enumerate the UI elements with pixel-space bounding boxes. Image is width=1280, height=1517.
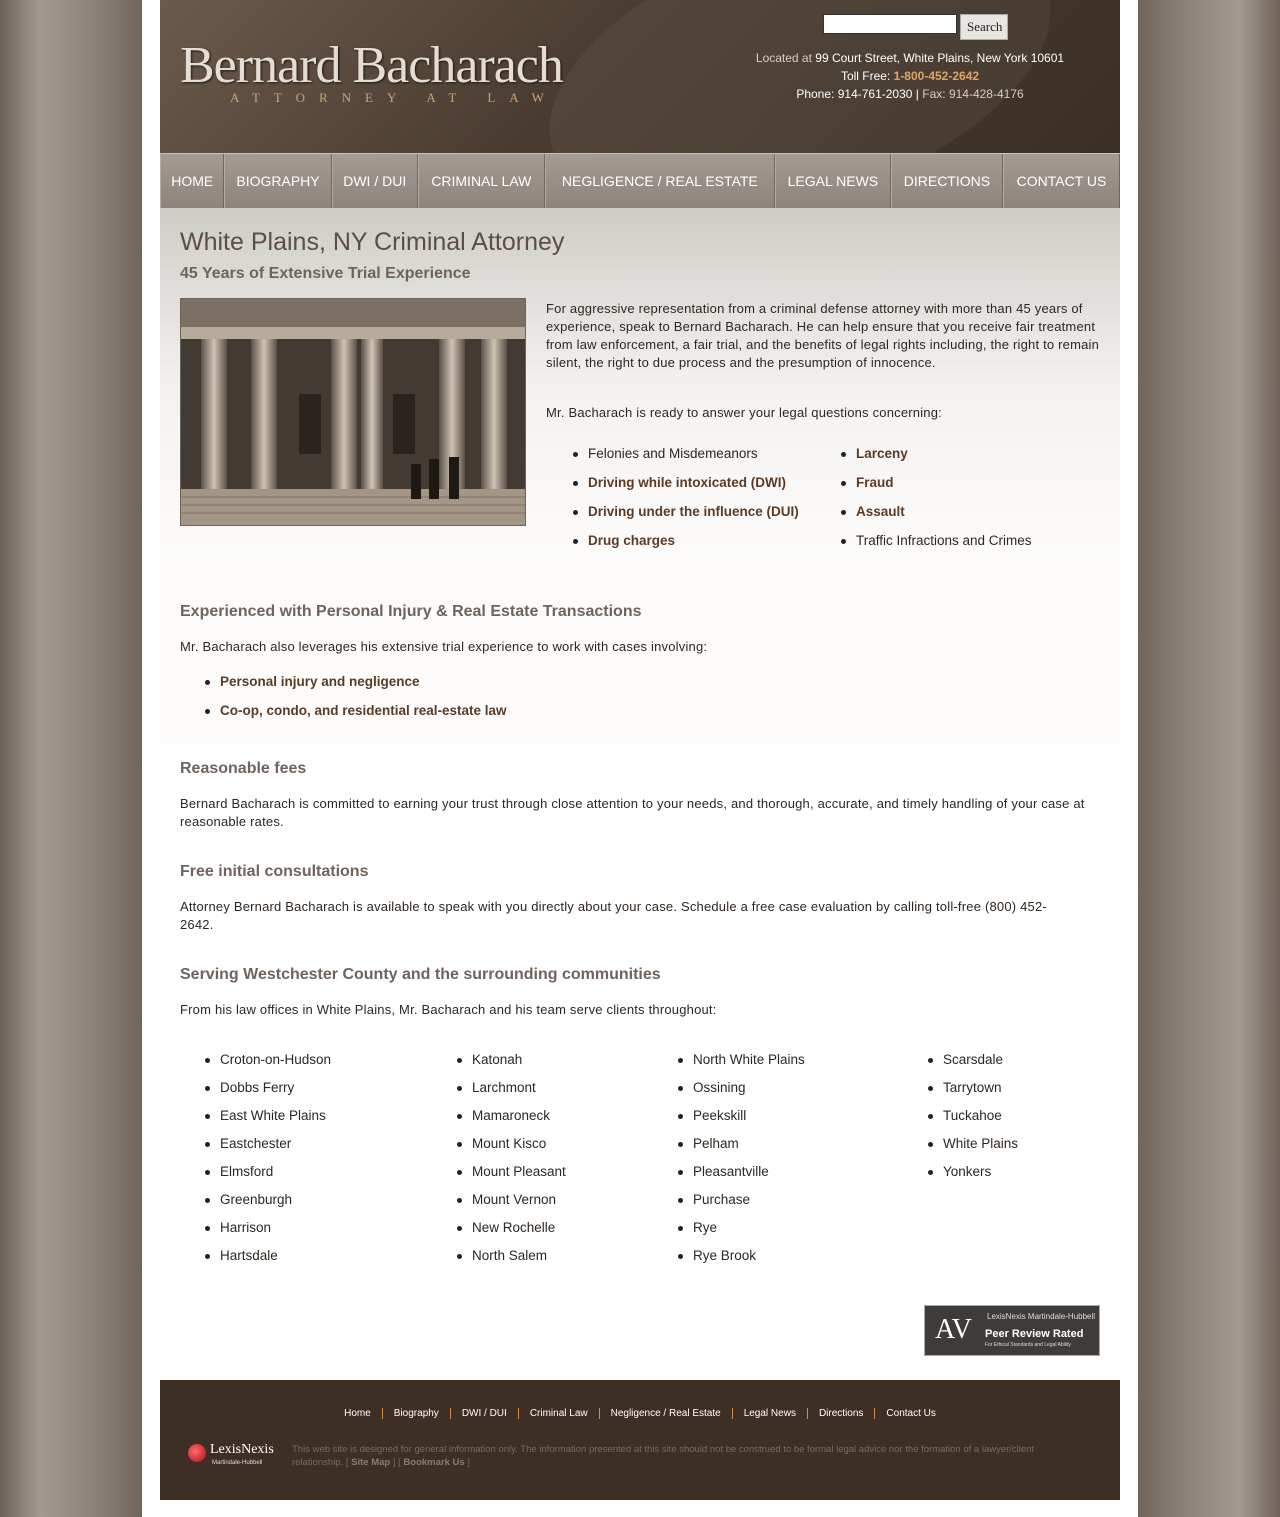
fax-number: 914-428-4176 (948, 87, 1024, 101)
nav-biography[interactable]: BIOGRAPHY (224, 154, 331, 208)
list-item: Felonies and Misdemeanors (588, 446, 838, 475)
footer-link-legal-news[interactable]: Legal News (732, 1408, 807, 1419)
footer-link-home[interactable]: Home (344, 1408, 371, 1419)
page-subtitle: 45 Years of Extensive Trial Experience (180, 265, 471, 282)
location-label: Located at (755, 51, 812, 65)
list-item[interactable]: Driving while intoxicated (DWI) (588, 475, 838, 504)
list-item: Croton-on-Hudson (220, 1052, 440, 1080)
page-title: White Plains, NY Criminal Attorney (180, 228, 565, 256)
nav-directions[interactable]: DIRECTIONS (891, 154, 1003, 208)
badge-line1: LexisNexis Martindale-Hubbell (987, 1312, 1096, 1321)
search-form (823, 14, 1008, 40)
footer (160, 1380, 1120, 1500)
list-item: Larchmont (472, 1080, 672, 1108)
list-item: Mount Kisco (472, 1136, 672, 1164)
list-item: Mount Pleasant (472, 1164, 672, 1192)
pi-intro: Mr. Bacharach also leverages his extensive trial experience to work with cases involving: (180, 639, 708, 654)
disclaimer-text: This web site is designed for general information only. The information presented at this site should not be construed to be formal legal advice nor the formation of a lawyer/client relationship. (292, 1444, 1035, 1468)
consult-text: Attorney Bernard Bacharach is available to speak with you directly about your case. Schedule a free case evaluation by calling toll-free (800) 452-2642. (180, 899, 1047, 932)
charges-list-2 (856, 446, 1096, 562)
serving-text: From his law offices in White Plains, Mr. Bacharach and his team serve clients throughout: (180, 1002, 717, 1017)
list-item[interactable]: Drug charges (588, 533, 838, 562)
list-item: Tarrytown (943, 1080, 1093, 1108)
questions-intro: Mr. Bacharach is ready to answer your legal questions concerning: (546, 405, 942, 420)
phone-number: 914-761-2030 (837, 87, 913, 101)
fees-heading: Reasonable fees (180, 760, 307, 777)
badge-av: AV (935, 1314, 972, 1345)
main-nav (160, 153, 1120, 208)
list-item: Traffic Infractions and Crimes (856, 533, 1096, 562)
location-value: 99 Court Street, White Plains, New York 10601 (815, 51, 1065, 65)
lexisnexis-icon (188, 1444, 206, 1462)
footer-link-biography[interactable]: Biography (382, 1408, 450, 1419)
list-item[interactable]: Personal injury and negligence (220, 674, 720, 703)
list-item: East White Plains (220, 1108, 440, 1136)
lexisnexis-sub: Martindale-Hubbell (212, 1460, 263, 1466)
list-item: Katonah (472, 1052, 672, 1080)
charges-list-1 (588, 446, 838, 562)
nav-dwi-dui[interactable]: DWI / DUI (332, 154, 418, 208)
list-item: New Rochelle (472, 1220, 672, 1248)
list-item: Harrison (220, 1220, 440, 1248)
list-item: Pelham (693, 1136, 913, 1164)
nav-contact-us[interactable]: CONTACT US (1003, 154, 1120, 208)
footer-nav (160, 1408, 1120, 1419)
list-item: Ossining (693, 1080, 913, 1108)
footer-link-directions[interactable]: Directions (807, 1408, 874, 1419)
header (160, 0, 1120, 153)
list-item: Elmsford (220, 1164, 440, 1192)
nav-home[interactable]: HOME (160, 154, 224, 208)
footer-link-negligence-real-estate[interactable]: Negligence / Real Estate (599, 1408, 732, 1419)
search-button[interactable]: Search (960, 14, 1008, 40)
list-item: Hartsdale (220, 1248, 440, 1276)
disclaimer: This web site is designed for general information only. The information presented at this site should not be construed to be formal legal advice nor the formation of a lawyer/client relationship. [ Site Map ] [ Bookmark Us ] (292, 1444, 1035, 1468)
list-item: Greenburgh (220, 1192, 440, 1220)
phone-label: Phone: (796, 87, 835, 101)
courthouse-photo (180, 298, 526, 526)
list-item: Eastchester (220, 1136, 440, 1164)
logo-subtitle: ATTORNEY AT LAW (230, 90, 558, 105)
list-item[interactable]: Assault (856, 504, 1096, 533)
fax-label: Fax: (922, 87, 946, 101)
consult-heading: Free initial consultations (180, 863, 369, 880)
badge-line3: For Ethical Standards and Legal Ability (985, 1342, 1071, 1348)
footer-link-dwi-dui[interactable]: DWI / DUI (450, 1408, 518, 1419)
towns-column-3 (693, 1052, 913, 1276)
footer-link-criminal-law[interactable]: Criminal Law (518, 1408, 599, 1419)
site-wrapper (160, 0, 1120, 1500)
list-item[interactable]: Driving under the influence (DUI) (588, 504, 838, 533)
nav-criminal-law[interactable]: CRIMINAL LAW (418, 154, 545, 208)
nav-negligence-real-estate[interactable]: NEGLIGENCE / REAL ESTATE (545, 154, 775, 208)
list-item: White Plains (943, 1136, 1093, 1164)
main-content (160, 208, 1120, 1380)
towns-column-2 (472, 1052, 672, 1276)
nav-legal-news[interactable]: LEGAL NEWS (775, 154, 891, 208)
av-peer-review-badge[interactable] (924, 1305, 1100, 1356)
logo-name[interactable]: Bernard Bacharach (180, 37, 563, 94)
sitemap-link[interactable]: Site Map (351, 1457, 391, 1468)
list-item: Mount Vernon (472, 1192, 672, 1220)
pi-list (220, 674, 720, 732)
towns-column-4 (943, 1052, 1093, 1192)
tollfree-number: 1-800-452-2642 (893, 69, 980, 83)
list-item[interactable]: Co-op, condo, and residential real-estate law (220, 703, 720, 732)
list-item: North White Plains (693, 1052, 913, 1080)
list-item[interactable]: Fraud (856, 475, 1096, 504)
search-input[interactable] (823, 14, 957, 34)
list-item: Peekskill (693, 1108, 913, 1136)
contact-info: Located at 99 Court Street, White Plains, New York 10601 Toll Free: 1-800-452-2642 Phone: 914-761-2030 | Fax: 914-428-4176 (755, 51, 1065, 101)
pi-heading: Experienced with Personal Injury & Real Estate Transactions (180, 603, 642, 620)
list-item: Mamaroneck (472, 1108, 672, 1136)
lexisnexis-logo[interactable] (188, 1438, 278, 1470)
intro-paragraph: For aggressive representation from a criminal defense attorney with more than 45 years of experience, speak to Bernard Bacharach. He can help ensure that you receive fair treatment from law enforcement, a fair trial, and the benefits of legal rights including, the right to remain silent, the right to due process and the presumption of innocence. (546, 301, 1100, 370)
badge-line2: Peer Review Rated (985, 1328, 1084, 1340)
list-item: North Salem (472, 1248, 672, 1276)
list-item: Purchase (693, 1192, 913, 1220)
fees-text: Bernard Bacharach is committed to earning your trust through close attention to your needs, and thorough, accurate, and timely handling of your case at reasonable rates. (180, 796, 1085, 829)
list-item: Rye (693, 1220, 913, 1248)
lexisnexis-name: LexisNexis (210, 1442, 274, 1457)
footer-link-contact-us[interactable]: Contact Us (874, 1408, 946, 1419)
serving-heading: Serving Westchester County and the surrounding communities (180, 966, 661, 983)
bookmark-link[interactable]: Bookmark Us (403, 1457, 465, 1468)
list-item: Rye Brook (693, 1248, 913, 1276)
tollfree-label: Toll Free: (840, 69, 891, 83)
list-item: Dobbs Ferry (220, 1080, 440, 1108)
list-item: Scarsdale (943, 1052, 1093, 1080)
list-item: Yonkers (943, 1164, 1093, 1192)
towns-column-1 (220, 1052, 440, 1276)
list-item: Tuckahoe (943, 1108, 1093, 1136)
list-item[interactable]: Larceny (856, 446, 1096, 475)
list-item: Pleasantville (693, 1164, 913, 1192)
